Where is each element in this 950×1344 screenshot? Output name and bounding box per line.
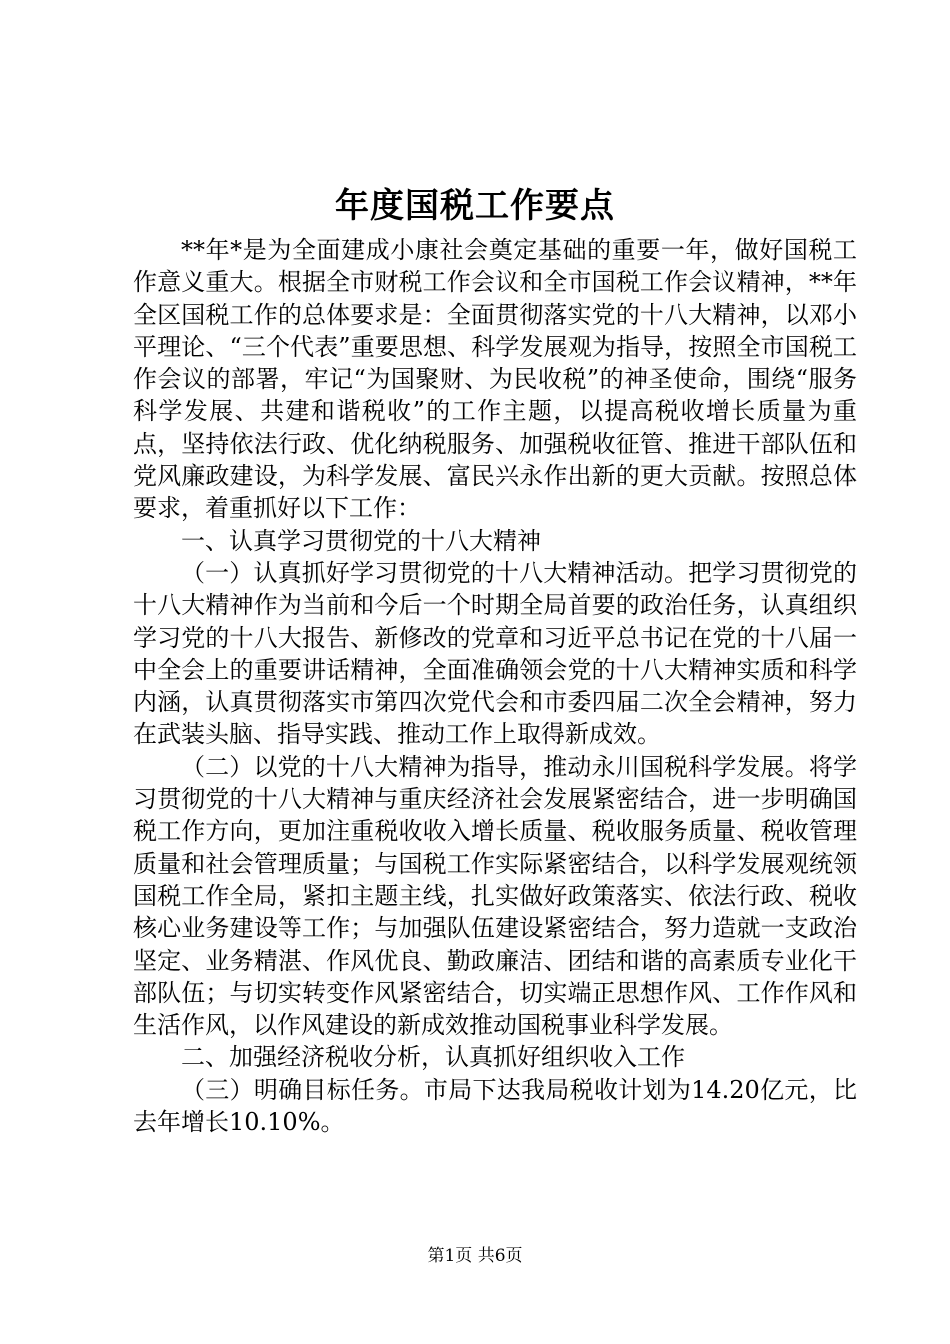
paragraph-item-1: （一）认真抓好学习贯彻党的十八大精神活动。把学习贯彻党的十八大精神作为当前和今后一个时期全局首要的政治任务，认真组织学习党的十八大报告、新修改的党章和习近平总书记在党的十八届一中全会上的重要讲话精神，全面准确领会党的十八大精神实质和科学内涵，认真贯彻落实市第四次党代会和市委四届二次全会精神，努力在武装头脑、指导实践、推动工作上取得新成效。	[133, 558, 857, 749]
paragraph-item-2: （二）以党的十八大精神为指导，推动永川国税科学发展。将学习贯彻党的十八大精神与重庆经济社会发展紧密结合，进一步明确国税工作方向，更加注重税收收入增长质量、税收服务质量、税收管理质量和社会管理质量；与国税工作实际紧密结合，以科学发展观统领国税工作全局，紧扣主题主线，扎实做好政策落实、依法行政、税收核心业务建设等工作；与加强队伍建设紧密结合，努力造就一支政治坚定、业务精湛、作风优良、勤政廉洁、团结和谐的高素质专业化干部队伍；与切实转变作风紧密结合，切实端正思想作风、工作作风和生活作风，以作风建设的新成效推动国税事业科学发展。	[133, 752, 857, 1040]
page-number-footer: 第1页 共6页	[427, 1246, 523, 1266]
document-body	[133, 234, 857, 1138]
section-heading-2: 二、加强经济税收分析，认真抓好组织收入工作	[181, 1043, 685, 1072]
section-heading-1: 一、认真学习贯彻党的十八大精神	[181, 526, 541, 555]
paragraph-intro: **年*是为全面建成小康社会奠定基础的重要一年，做好国税工作意义重大。根据全市财税工作会议和全市国税工作会议精神，**年全区国税工作的总体要求是：全面贯彻落实党的十八大精神，以邓小平理论、“三个代表”重要思想、科学发展观为指导，按照全市国税工作会议的部署，牢记“为国聚财、为民收税”的神圣使命，围绕“服务科学发展、共建和谐税收”的工作主题，以提高税收增长质量为重点，坚持依法行政、优化纳税服务、加强税收征管、推进干部队伍和党风廉政建设，为科学发展、富民兴永作出新的更大贡献。按照总体要求，着重抓好以下工作：	[133, 236, 857, 523]
document-title: 年度国税工作要点	[335, 186, 615, 226]
paragraph-item-3: （三）明确目标任务。市局下达我局税收计划为14.20亿元，比去年增长10.10%。	[133, 1075, 857, 1137]
